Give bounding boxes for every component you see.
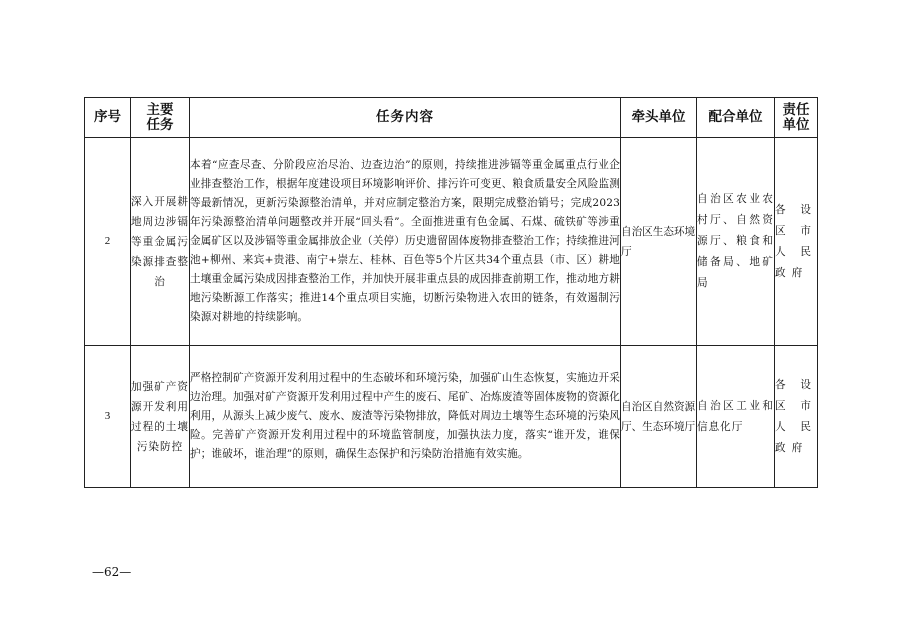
- lead-unit-cell: 自治区自然资源厅、生态环境厅: [621, 346, 697, 488]
- table-row: [85, 346, 818, 488]
- header-no: 序号: [85, 98, 131, 138]
- main-task-cell: 加强矿产资源开发利用过程的土壤污染防控: [131, 346, 190, 488]
- task-table: [84, 97, 818, 488]
- header-task-content: 任务内容: [190, 98, 621, 138]
- header-resp-unit: 责任 单位: [775, 98, 818, 138]
- main-task-cell: 深入开展耕地周边涉镉等重金属污染源排查整治: [131, 138, 190, 346]
- row-number: 3: [85, 346, 131, 488]
- table-row: [85, 138, 818, 346]
- lead-unit-cell: 自治区生态环境厅: [621, 138, 697, 346]
- header-row: [85, 98, 818, 138]
- task-content-cell: 本着“应查尽查、分阶段应治尽治、边查边治”的原则，持续推进涉镉等重金属重点行业企业排查整治工作，根据年度建设项目环境影响评价、排污许可变更、粮食质量安全风险监测等最新情况，更新污染源整治清单，并对应制定整治方案，限期完成整治销号；完成2023年污染源整治清单问题整改并开展“回头看”。全面推进重有色金属、石煤、硫铁矿等涉重金属矿区以及涉镉等重金属排放企业（关停）历史遗留固体废物排查整治工作；持续推进河池+柳州、来宾+贵港、南宁+崇左、桂林、百色等5个片区共34个重点县（市、区）耕地土壤重金属污染成因排查整治工作，并加快开展非重点县的成因排查前期工作，推动地方耕地污染断源工作落实；推进14个重点项目实施，切断污染物进入农田的链条，有效遏制污染源对耕地的持续影响。: [190, 138, 621, 346]
- coop-unit-cell: 自治区农业农村厅、自然资源厅、粮食和储备局、地矿局: [697, 138, 775, 346]
- row-number: 2: [85, 138, 131, 346]
- task-content-cell: 严格控制矿产资源开发利用过程中的生态破坏和环境污染，加强矿山生态恢复，实施边开采边治理。加强对矿产资源开发利用过程中产生的废石、尾矿、冶炼废渣等固体废物的资源化利用，从源头上减少废气、废水、废渣等污染物排放，降低对周边土壤等生态环境的污染风险。完善矿产资源开发利用过程中的环境监管制度，加强执法力度，落实“谁开发，谁保护；谁破坏，谁治理”的原则，确保生态保护和污染防治措施有效实施。: [190, 346, 621, 488]
- header-coop-unit: 配合单位: [697, 98, 775, 138]
- header-lead-unit: 牵头单位: [621, 98, 697, 138]
- resp-unit-cell: 各设区市人民政府: [775, 138, 818, 346]
- resp-unit-cell: 各设区市人民政府: [775, 346, 818, 488]
- page-number: —62—: [92, 565, 132, 579]
- coop-unit-cell: 自治区工业和信息化厅: [697, 346, 775, 488]
- header-main-task: 主要 任务: [131, 98, 190, 138]
